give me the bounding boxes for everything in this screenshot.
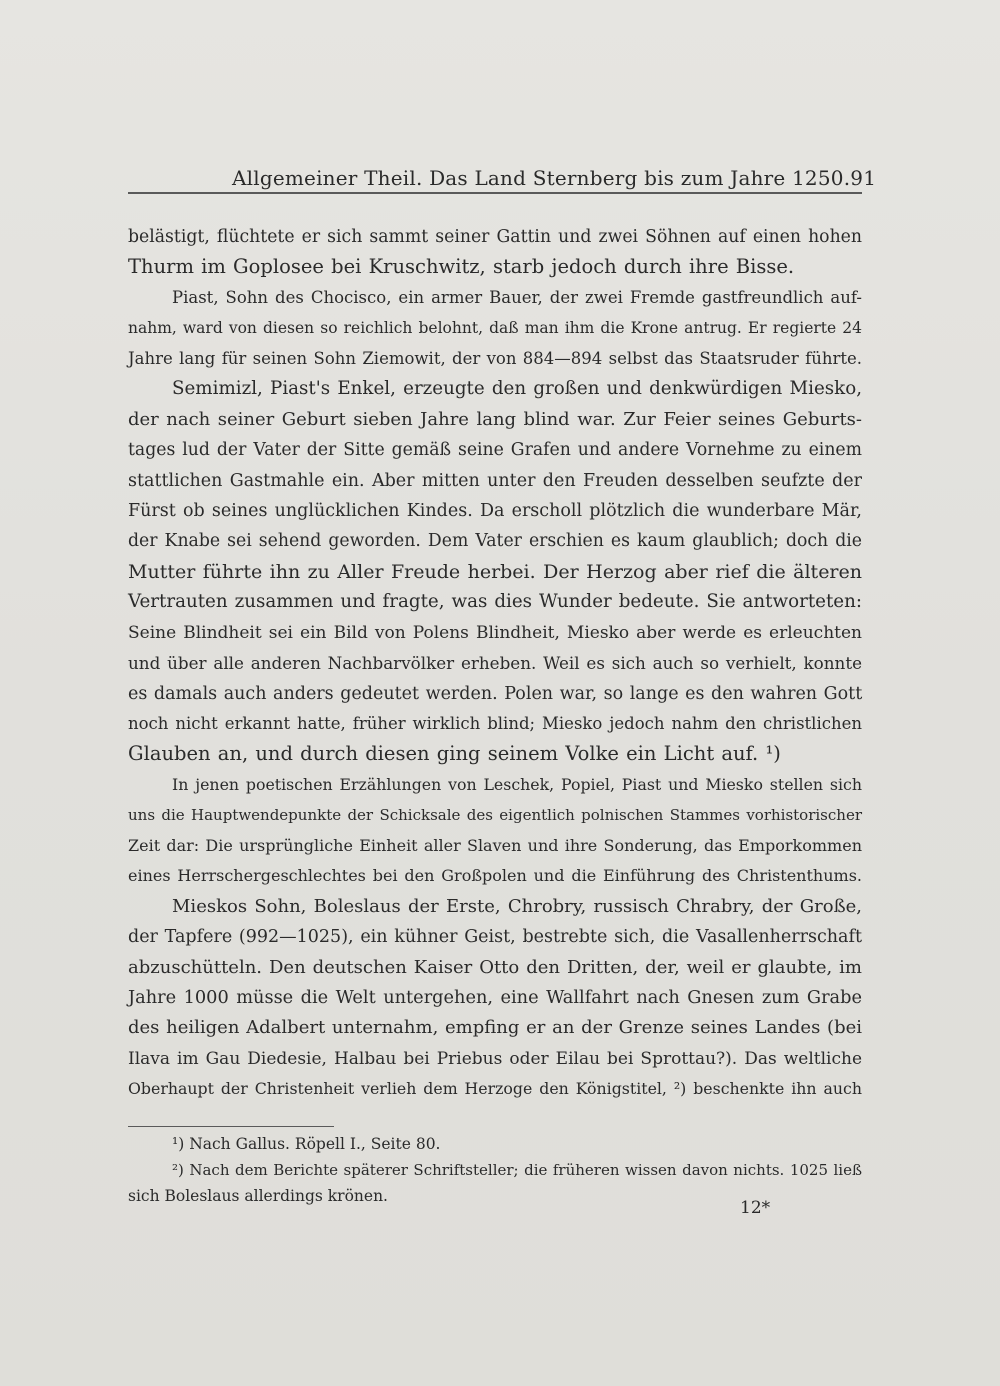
footnote-2-line-1: ²) Nach dem Berichte späterer Schriftsteller; die früheren wissen davon nichts. 1025 ließ [172,1161,862,1179]
header-rule [128,192,862,194]
text-line: eines Herrschergeschlechtes bei den Großpolen und die Einführung des Christenthums. [128,866,862,886]
text-line: stattlichen Gastmahle ein. Aber mitten unter den Freuden desselben seufzte der [128,470,862,491]
text-line: Piast, Sohn des Chocisco, ein armer Bauer, der zwei Fremde gastfreundlich auf- [172,287,862,307]
body-text [128,222,862,1105]
text-line: Mutter führte ihn zu Aller Freude herbei. Der Herzog aber rief die älteren [128,560,862,583]
text-line: belästigt, flüchtete er sich sammt seiner Gattin und zwei Söhnen auf einen hohen [128,227,862,247]
text-line: der nach seiner Geburt sieben Jahre lang blind war. Zur Feier seines Geburts- [128,408,862,430]
text-line: Zeit dar: Die ursprüngliche Einheit aller Slaven und ihre Sonderung, das Emporkommen [128,835,862,855]
text-line: Jahre 1000 müsse die Welt untergehen, eine Wallfahrt nach Gnesen zum Grabe [128,987,862,1008]
footnote-2-line-2: sich Boleslaus allerdings krönen. [128,1187,388,1205]
signature-mark: 12* [740,1198,771,1218]
text-line: der Tapfere (992—1025), ein kühner Geist, bestrebte sich, die Vasallenherrschaft [128,927,862,948]
text-line: des heiligen Adalbert unternahm, empfing er an der Grenze seines Landes (bei [128,1017,862,1039]
text-line: uns die Hauptwendepunkte der Schicksale des eigentlich polnischen Stammes vorhistorischer [128,806,862,825]
text-line: Jahre lang für seinen Sohn Ziemowit, der von 884—894 selbst das Staatsruder führte. [128,348,862,368]
text-line: Fürst ob seines unglücklichen Kindes. Da erscholl plötzlich die wunderbare Mär, [128,500,862,521]
footnote-1: ¹) Nach Gallus. Röpell I., Seite 80. [172,1135,441,1153]
running-header [128,160,877,190]
running-title: Allgemeiner Theil. Das Land Sternberg bis zum Jahre 1250. [232,166,851,190]
text-line: noch nicht erkannt hatte, früher wirklich blind; Miesko jedoch nahm den christlichen [128,714,862,733]
text-line: Thurm im Goplosee bei Kruschwitz, starb jedoch durch ihre Bisse. [128,255,795,279]
text-line: Vertrauten zusammen und fragte, was dies Wunder bedeute. Sie antworteten: [128,591,862,613]
text-line: In jenen poetischen Erzählungen von Leschek, Popiel, Piast und Miesko stellen sich [172,774,862,794]
text-line: abzuschütteln. Den deutschen Kaiser Otto den Dritten, der, weil er glaubte, im [128,956,862,978]
text-line: es damals auch anders gedeutet werden. Polen war, so lange es den wahren Gott [128,683,863,704]
text-line: Glauben an, und durch diesen ging seinem Volke ein Licht auf. ¹) [128,742,781,766]
text-line: tages lud der Vater der Sitte gemäß seine Grafen und andere Vornehme zu einem [128,440,862,461]
page-number: 91 [850,166,877,190]
text-line: Mieskos Sohn, Boleslaus der Erste, Chrobry, russisch Chrabry, der Große, [172,895,862,917]
text-line: Semimizl, Piast's Enkel, erzeugte den großen und denkwürdigen Miesko, [172,378,862,400]
text-line: Oberhaupt der Christenheit verlieh dem Herzoge den Königstitel, ²) beschenkte ihn auch [128,1079,862,1099]
text-line: Seine Blindheit sei ein Bild von Polens Blindheit, Miesko aber werde es erleuchten [128,622,862,643]
text-line: Ilava im Gau Diedesie, Halbau bei Priebus oder Eilau bei Sprottau?). Das weltliche [128,1048,862,1069]
footnote-rule [128,1126,334,1127]
text-line: nahm, ward von diesen so reichlich belohnt, daß man ihm die Krone antrug. Er regierte 24 [128,319,862,338]
text-line: der Knabe sei sehend geworden. Dem Vater erschien es kaum glaublich; doch die [128,531,862,552]
text-line: und über alle anderen Nachbarvölker erheben. Weil es sich auch so verhielt, konnte [128,653,862,674]
